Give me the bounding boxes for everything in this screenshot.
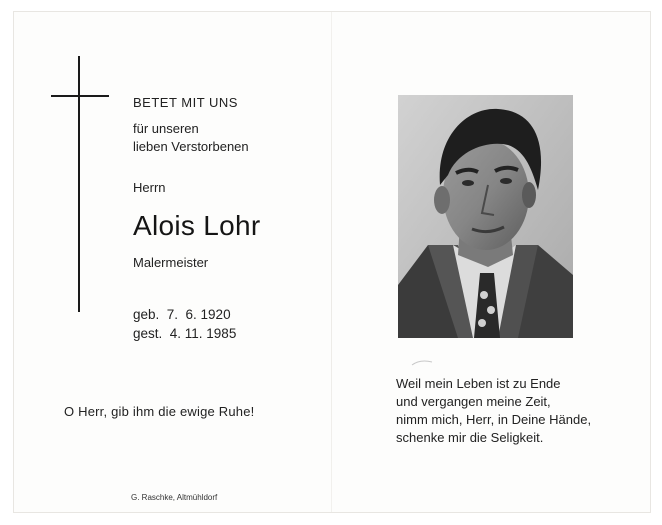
line-fuer-unseren: für unseren (133, 121, 199, 136)
line-lieben-verstorbenen: lieben Verstorbenen (133, 139, 249, 154)
ink-smudge-icon (410, 357, 434, 369)
cross-icon-bar (51, 95, 109, 97)
verse-line: Weil mein Leben ist zu Ende (396, 376, 561, 391)
salutation: Herrn (133, 180, 166, 195)
heading-betet: BETET MIT UNS (133, 95, 238, 110)
death-date: gest. 4. 11. 1985 (133, 326, 237, 341)
prayer-line: O Herr, gib ihm die ewige Ruhe! (64, 404, 255, 419)
portrait-photo-icon (398, 95, 573, 338)
card-fold-line (331, 12, 332, 512)
occupation: Malermeister (133, 255, 209, 270)
verse-line: und vergangen meine Zeit, (396, 394, 551, 409)
deceased-name: Alois Lohr (133, 210, 261, 241)
verse-line: nimm mich, Herr, in Deine Hände, (396, 412, 592, 427)
verse-line: schenke mir die Seligkeit. (396, 430, 544, 445)
birth-date: geb. 7. 6. 1920 (133, 307, 231, 322)
verse-block (396, 375, 591, 447)
printer-credit: G. Raschke, Altmühldorf (131, 493, 218, 502)
